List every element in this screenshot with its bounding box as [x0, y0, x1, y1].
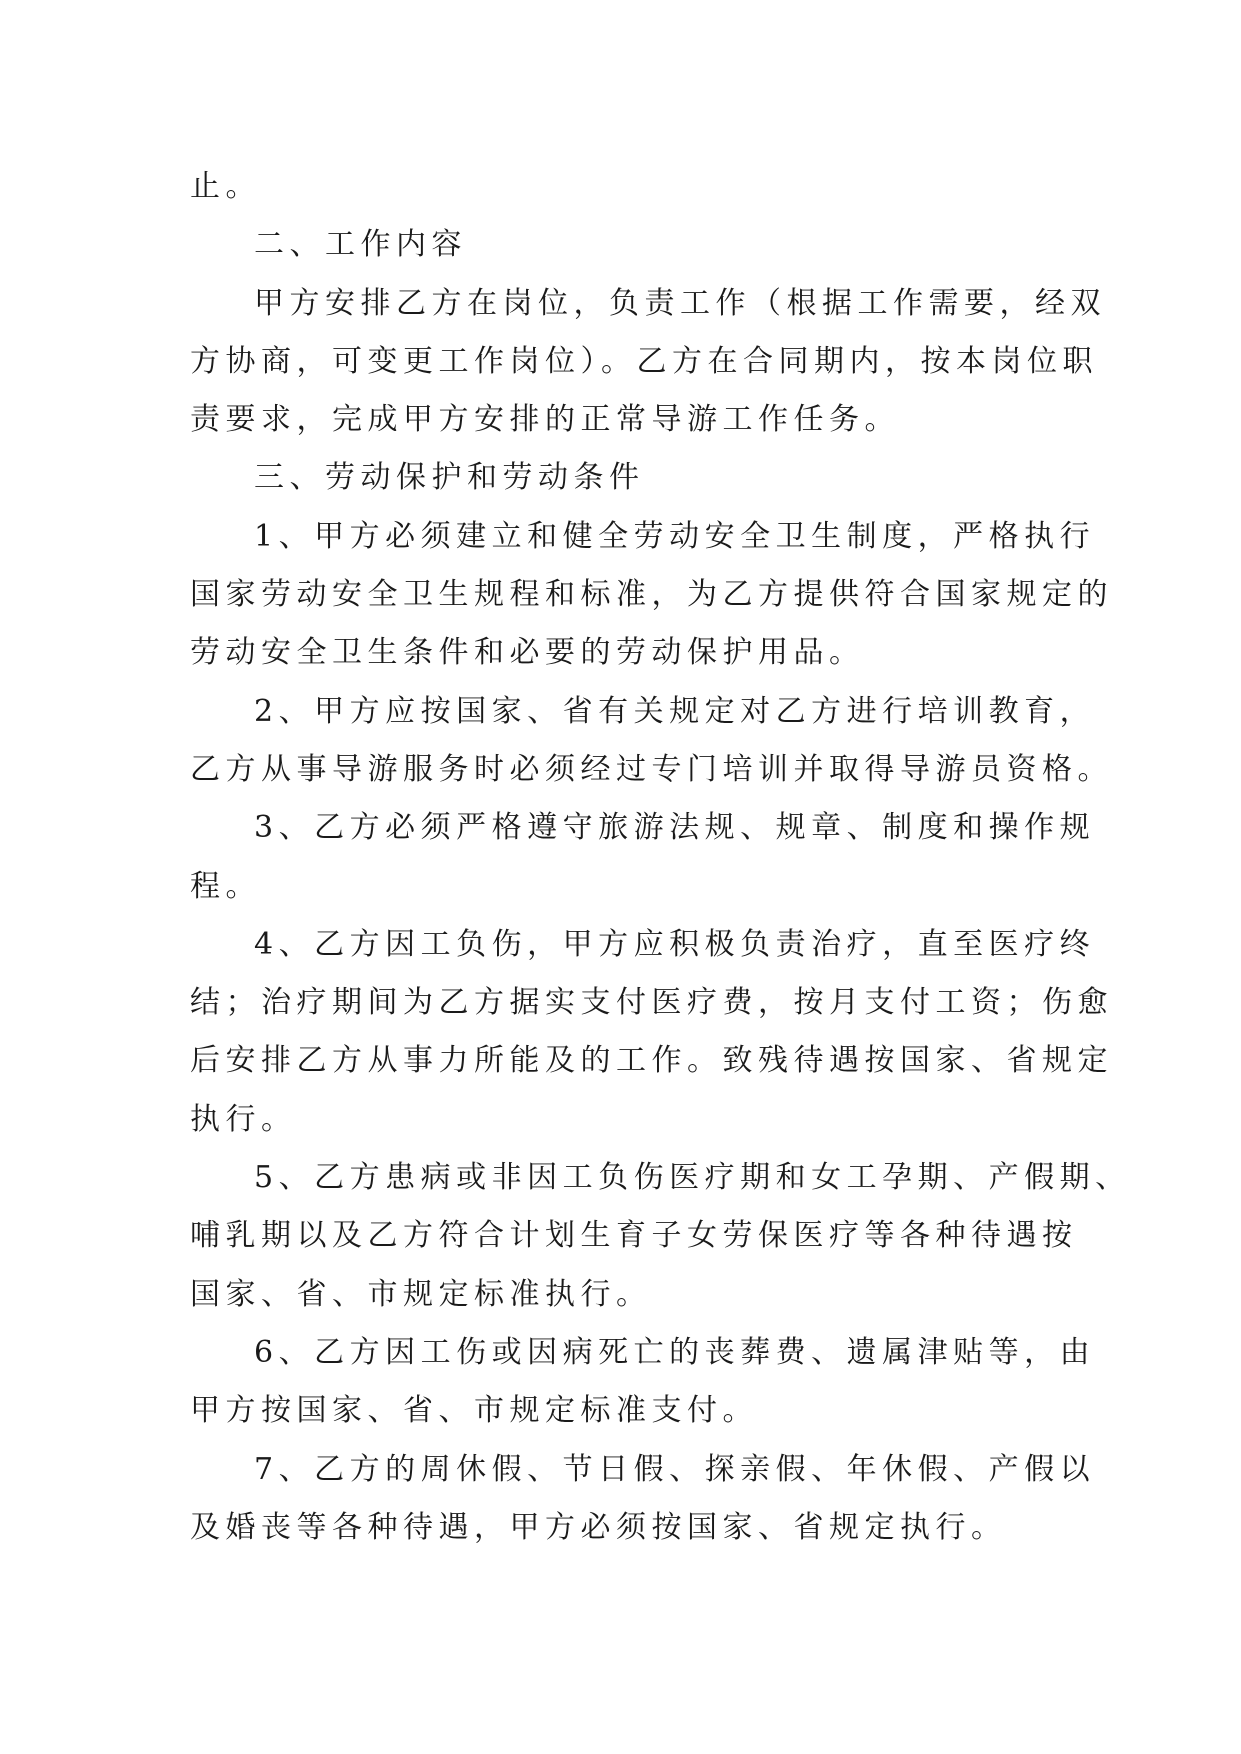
section-heading-labor-protection: 三、劳动保护和劳动条件 [254, 460, 645, 496]
text-line-23: 7、乙方的周休假、节日假、探亲假、年休假、产假以 [254, 1451, 1096, 1487]
text-line-13: 程。 [190, 868, 261, 904]
text-line-4: 方协商，可变更工作岗位）。乙方在合同期内，按本岗位职 [190, 343, 1098, 379]
document-body [190, 158, 1131, 1557]
text-line-5: 责要求，完成甲方安排的正常导游工作任务。 [190, 402, 900, 438]
text-line-12: 3、乙方必须严格遵守旅游法规、规章、制度和操作规 [254, 810, 1096, 846]
text-line-20: 国家、省、市规定标准执行。 [190, 1276, 652, 1312]
text-line-10: 2、甲方应按国家、省有关规定对乙方进行培训教育， [254, 693, 1096, 729]
text-line-21: 6、乙方因工伤或因病死亡的丧葬费、遗属津贴等，由 [254, 1334, 1096, 1370]
text-line-16: 后安排乙方从事力所能及的工作。致残待遇按国家、省规定 [190, 1043, 1113, 1079]
text-line-15: 结；治疗期间为乙方据实支付医疗费，按月支付工资；伤愈 [190, 985, 1113, 1021]
text-line-11: 乙方从事导游服务时必须经过专门培训并取得导游员资格。 [190, 751, 1113, 787]
text-line-9: 劳动安全卫生条件和必要的劳动保护用品。 [190, 635, 865, 671]
text-line-7: 1、甲方必须建立和健全劳动安全卫生制度，严格执行 [254, 518, 1096, 554]
text-line-17: 执行。 [190, 1101, 297, 1137]
text-line-1: 止。 [190, 169, 261, 204]
section-heading-work-content: 二、工作内容 [254, 227, 467, 263]
text-line-18: 5、乙方患病或非因工负伤医疗期和女工孕期、产假期、 [254, 1160, 1131, 1196]
text-line-24: 及婚丧等各种待遇，甲方必须按国家、省规定执行。 [190, 1509, 1007, 1545]
text-line-8: 国家劳动安全卫生规程和标准，为乙方提供符合国家规定的 [190, 577, 1113, 613]
text-line-22: 甲方按国家、省、市规定标准支付。 [190, 1393, 758, 1429]
text-line-19: 哺乳期以及乙方符合计划生育子女劳保医疗等各种待遇按 [190, 1218, 1078, 1254]
text-line-3: 甲方安排乙方在岗位，负责工作（根据工作需要，经双 [254, 285, 1106, 321]
text-line-14: 4、乙方因工负伤，甲方应积极负责治疗，直至医疗终 [254, 926, 1096, 962]
